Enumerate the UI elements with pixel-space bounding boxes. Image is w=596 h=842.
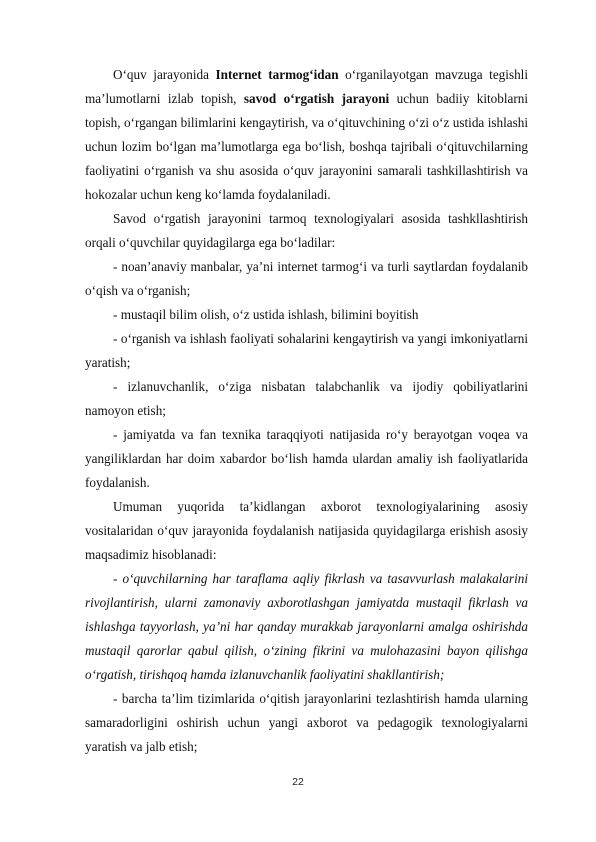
list-item: - o‘rganish va ishlash faoliyati sohalarini kengaytirish va yangi imkoniyatlarni yaratish; bbox=[85, 331, 528, 370]
bold-term-savod: savod o‘rgatish jarayoni bbox=[243, 91, 390, 106]
list-item: - izlanuvchanlik, o‘ziga nisbatan talabchanlik va ijodiy qobiliyatlarini namoyon etish; bbox=[85, 379, 528, 418]
text-run: O‘quv jarayonida bbox=[113, 67, 216, 82]
list-item: - noan’anaviy manbalar, ya’ni internet tarmog‘i va turli saytlardan foydalanib o‘qish va o‘rganish; bbox=[85, 259, 528, 298]
paragraph-internet-usage bbox=[85, 63, 528, 207]
document-body bbox=[85, 63, 528, 759]
list-item: - mustaqil bilim olish, o‘z ustida ishlash, bilimini boyitish bbox=[113, 307, 419, 322]
paragraph-goals-intro: Umuman yuqorida ta’kidlangan axborot texnologiyalarining asosiy vositalaridan o‘quv jarayonida foydalanish natijasida quyidagilarga erishish asosiy maqsadimiz hisoblanadi: bbox=[85, 499, 528, 562]
list-item-italic: - o‘quvchilarning har taraflama aqliy fikrlash va tasavvurlash malakalarini rivojlantirish, ularni zamonaviy axborotlashgan jamiyatda mustaqil fikrlash va ishlashga tayyorlash, ya’ni har qanday murakkab jarayonlarni amalga oshirishda mustaqil qarorlar qabul qilish, o‘zining fikrini va mulohazasini bayon qilishga o‘rgatish, tirishqoq hamda izlanuvchanlik faoliyatini shakllantirish; bbox=[85, 571, 528, 682]
list-item: - jamiyatda va fan texnika taraqqiyoti natijasida ro‘y berayotgan voqea va yangiliklardan har doim xabardor bo‘lish hamda ulardan amaliy ish faoliyatlarida foydalanish. bbox=[85, 427, 528, 490]
text-run: uchun badiiy kitoblarni topish, o‘rgangan bilimlarini kengaytirish, va o‘qituvchining o‘zi o‘z ustida ishlashi uchun lozim bo‘lgan ma’lumotlarga ega bo‘lish, boshqa tajribali o‘qituvchilarning faoliyatini o‘rganish va shu asosida o‘quv jarayonini samarali tashkillashtirish va hokozalar uchun keng ko‘lamda foydalaniladi. bbox=[85, 91, 528, 202]
text-run: o‘rganilayotgan mavzuga tegishli ma’lumotlarni izlab topish, bbox=[85, 67, 528, 106]
paragraph-intro-list: Savod o‘rgatish jarayonini tarmoq texnologiyalari asosida tashkllashtirish orqali o‘quvchilar quyidagilarga ega bo‘ladilar: bbox=[85, 211, 528, 250]
list-item: - barcha ta’lim tizimlarida o‘qitish jarayonlarini tezlashtirish hamda ularning samaradorligini oshirish uchun yangi axborot va pedagogik texnologiyalarni yaratish va jalb etish; bbox=[85, 691, 528, 754]
bold-term-internet: Internet tarmog‘idan bbox=[215, 67, 339, 82]
page-number: 22 bbox=[292, 776, 304, 788]
